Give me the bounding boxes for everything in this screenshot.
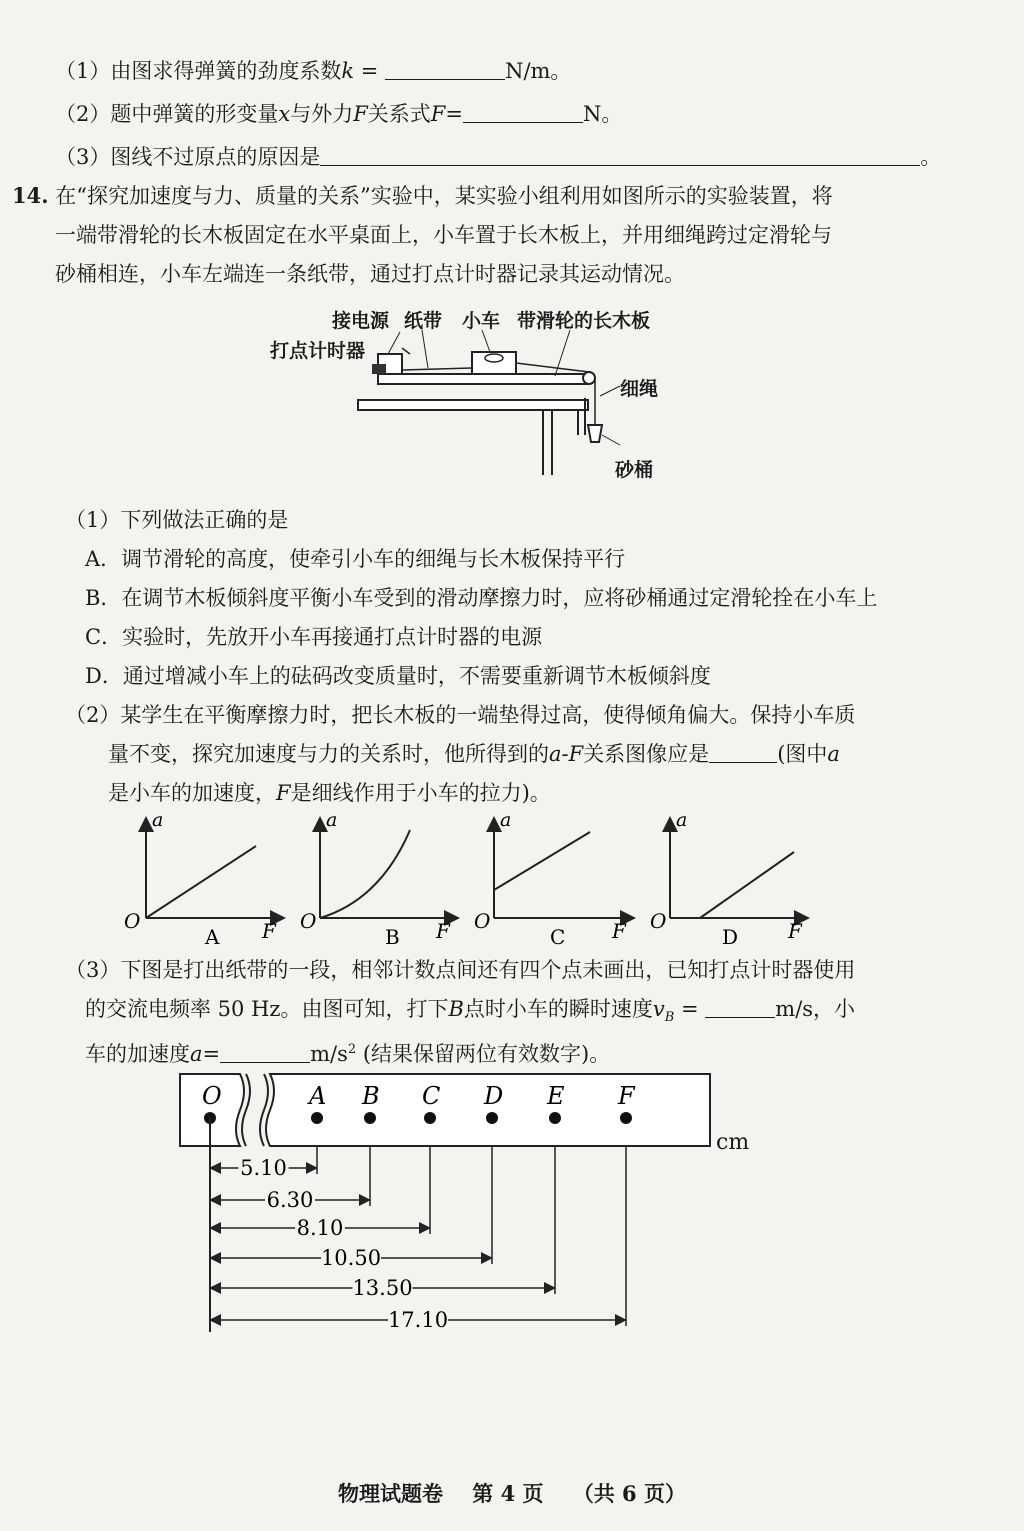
graph-a-y-label: a [152, 810, 164, 831]
graph-b-origin: O [300, 909, 317, 933]
part2-line1: （2）某学生在平衡摩擦力时，把长木板的一端垫得过高，使得倾角偏大。保持小车质 [65, 703, 856, 727]
option-b: B．在调节木板倾斜度平衡小车受到的滑动摩擦力时，应将砂桶通过定滑轮拴在小车上 [85, 586, 878, 610]
tape-distance-4: 10.50 [320, 1246, 382, 1270]
tape-point-f [620, 1112, 632, 1124]
answer-blank-graph[interactable] [709, 740, 777, 763]
tape-point-label-b: B [362, 1082, 380, 1110]
part2-line2: 量不变，探究加速度与力的关系时，他所得到的a-F关系图像应是 (图中a [108, 742, 840, 766]
tape-distance-2: 6.30 [266, 1188, 314, 1212]
graph-c-label: C [550, 925, 566, 949]
tape-point-label-f: F [618, 1082, 635, 1110]
tape-point-label-c: C [422, 1082, 441, 1110]
part3-line1: （3）下图是打出纸带的一段，相邻计数点间还有四个点未画出，已知打点计时器使用 [65, 958, 856, 982]
graph-d-origin: O [650, 909, 667, 933]
graph-a-x-label: F [262, 919, 276, 943]
tape-point-a [311, 1112, 323, 1124]
tape-distance-1: 5.10 [240, 1156, 287, 1180]
graph-a[interactable] [124, 810, 282, 949]
graph-c-origin: O [474, 909, 491, 933]
graph-c-y-label: a [500, 810, 512, 831]
graph-b-x-label: F [436, 919, 450, 943]
tape-point-b [364, 1112, 376, 1124]
answer-blank-reason[interactable] [320, 143, 920, 166]
q13-part1: （1）由图求得弹簧的劲度系数k = N/m。 [55, 59, 572, 83]
answer-blank-k[interactable] [385, 57, 505, 80]
label-board: 带滑轮的长木板 [517, 310, 651, 332]
page-footer: 物理试题卷 第 4 页 （共 6 页） [338, 1481, 686, 1506]
tape-point-e [549, 1112, 561, 1124]
tape-distance-3: 8.10 [296, 1216, 344, 1240]
tape-point-c [424, 1112, 436, 1124]
graph-b-label: B [385, 925, 400, 949]
tape-distance-6: 17.10 [387, 1308, 449, 1332]
tape-point-d [486, 1112, 498, 1124]
label-timer: 打点计时器 [270, 340, 366, 362]
label-bucket: 砂桶 [615, 459, 654, 481]
graph-d-label: D [722, 925, 739, 949]
q14-intro-line1: 14. 在“探究加速度与力、质量的关系”实验中，某实验小组利用如图所示的实验装置，将 [12, 183, 833, 208]
graph-d[interactable] [650, 810, 806, 949]
label-power: 接电源 [332, 310, 390, 332]
option-d: D．通过增减小车上的砝码改变质量时，不需要重新调节木板倾斜度 [85, 664, 711, 688]
q14-intro-line3: 砂桶相连，小车左端连一条纸带，通过打点计时器记录其运动情况。 [55, 262, 685, 286]
q13-part3: （3）图线不过原点的原因是 。 [55, 145, 942, 169]
label-tape: 纸带 [404, 310, 443, 332]
q14-intro-line2: 一端带滑轮的长木板固定在水平桌面上，小车置于长木板上，并用细绳跨过定滑轮与 [55, 223, 832, 247]
label-cart: 小车 [462, 310, 501, 332]
tape-point-label-a: A [309, 1082, 327, 1110]
graph-b-y-label: a [326, 810, 338, 831]
answer-blank-F[interactable] [463, 100, 583, 123]
tape-point-label-e: E [547, 1082, 565, 1110]
graph-b[interactable] [300, 810, 456, 949]
part3-line3: 车的加速度$a= m/s^2$ (结果保留两位有效数字)。 [85, 1042, 611, 1066]
part1-stem: （1）下列做法正确的是 [65, 508, 289, 532]
tape-point-label-d: D [484, 1082, 504, 1110]
graph-c[interactable] [474, 810, 632, 949]
part3-line2: 的交流电频率 50 Hz。由图可知，打下B点时小车的瞬时速度$v_B = m/s$，小 [85, 997, 856, 1026]
graph-d-x-label: F [788, 919, 802, 943]
paper-tape-figure [170, 1070, 770, 1340]
tape-point-label-o: O [202, 1082, 222, 1110]
graph-a-label: A [205, 925, 220, 949]
option-a: A．调节滑轮的高度，使牵引小车的细绳与长木板保持平行 [85, 547, 626, 571]
graph-a-origin: O [124, 909, 141, 933]
tape-distance-5: 13.50 [352, 1276, 413, 1300]
answer-blank-a[interactable] [220, 1040, 310, 1063]
q13-part2: （2）题中弹簧的形变量x与外力F关系式F= N。 [55, 102, 623, 126]
part2-line3: 是小车的加速度，F是细线作用于小车的拉力)。 [108, 781, 551, 805]
option-c: C．实验时，先放开小车再接通打点计时器的电源 [85, 625, 543, 649]
label-rope: 细绳 [620, 378, 659, 400]
tape-unit: cm [716, 1130, 750, 1155]
graph-d-y-label: a [676, 810, 688, 831]
graph-c-x-label: F [612, 919, 626, 943]
graph-options [110, 810, 830, 950]
answer-blank-vb[interactable] [705, 995, 775, 1018]
